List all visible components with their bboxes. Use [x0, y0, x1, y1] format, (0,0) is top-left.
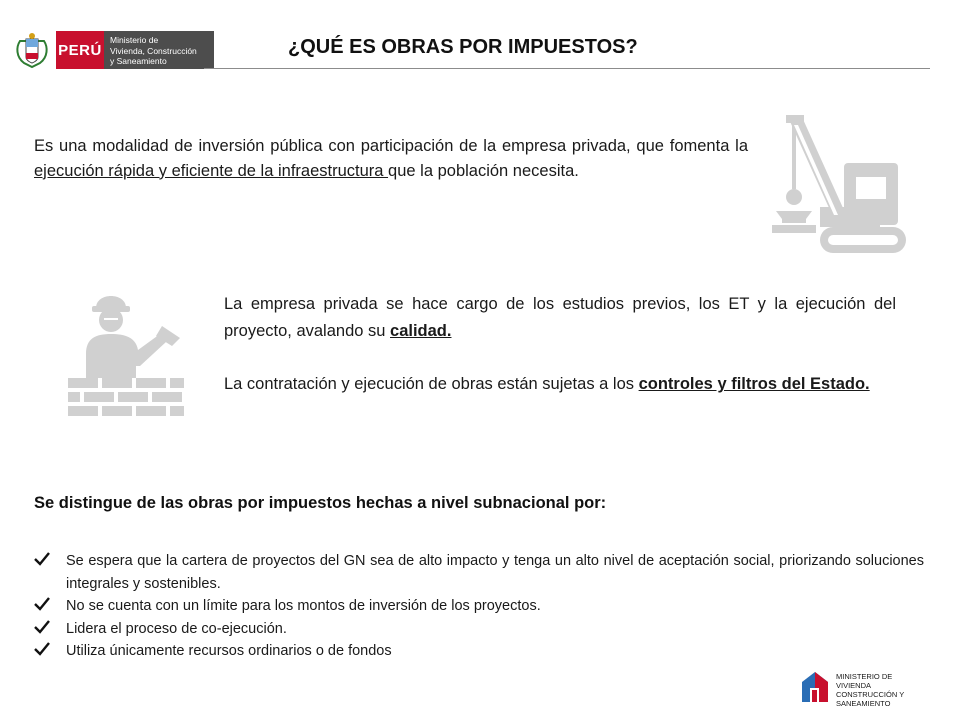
quality-emphasis: calidad. — [390, 321, 452, 340]
list-item: Se espera que la cartera de proyectos del GN sea de alto impacto y tenga un alto nivel de aceptación social, priorizando soluciones integrales y sostenibles. — [34, 550, 924, 595]
checkmark-icon — [34, 551, 50, 567]
list-item: No se cuenta con un límite para los montos de inversión de los proyectos. — [34, 595, 924, 618]
peru-label: PERÚ — [56, 31, 104, 69]
checkmark-icon — [34, 641, 50, 657]
list-item: Utiliza únicamente recursos ordinarios o de fondos — [34, 640, 924, 663]
peru-coat-of-arms-icon — [14, 31, 50, 69]
distinction-heading: Se distingue de las obras por impuestos hechas a nivel subnacional por: — [34, 494, 607, 512]
controls-paragraph: La contratación y ejecución de obras están sujetas a los controles y filtros del Estado. — [224, 375, 870, 393]
crane-icon — [762, 115, 907, 255]
list-item: Lidera el proceso de co-ejecución. — [34, 618, 924, 641]
page-title: ¿QUÉ ES OBRAS POR IMPUESTOS? — [288, 36, 638, 58]
distinction-list — [34, 550, 924, 663]
ministry-logo — [14, 30, 214, 70]
ministry-name: Ministerio de Vivienda, Construcción y Saneamiento — [104, 31, 214, 69]
house-logo-icon — [800, 670, 830, 704]
checkmark-icon — [34, 619, 50, 635]
quality-paragraph: La empresa privada se hace cargo de los estudios previos, los ET y la ejecución del proyecto, avalando su calidad. — [224, 295, 896, 340]
intro-paragraph: Es una modalidad de inversión pública con participación de la empresa privada, que fomenta la ejecución rápida y eficiente de la infraestructura que la población necesita. — [34, 137, 748, 180]
construction-worker-icon — [66, 286, 194, 424]
checkmark-icon — [34, 596, 50, 612]
vivienda-logo — [800, 670, 926, 708]
title-divider — [204, 68, 930, 69]
controls-emphasis: controles y filtros del Estado. — [638, 375, 870, 393]
private-company-text — [224, 291, 896, 398]
vivienda-logo-text: MINISTERIO DE VIVIENDA CONSTRUCCIÓN Y SANEAMIENTO — [836, 672, 905, 708]
